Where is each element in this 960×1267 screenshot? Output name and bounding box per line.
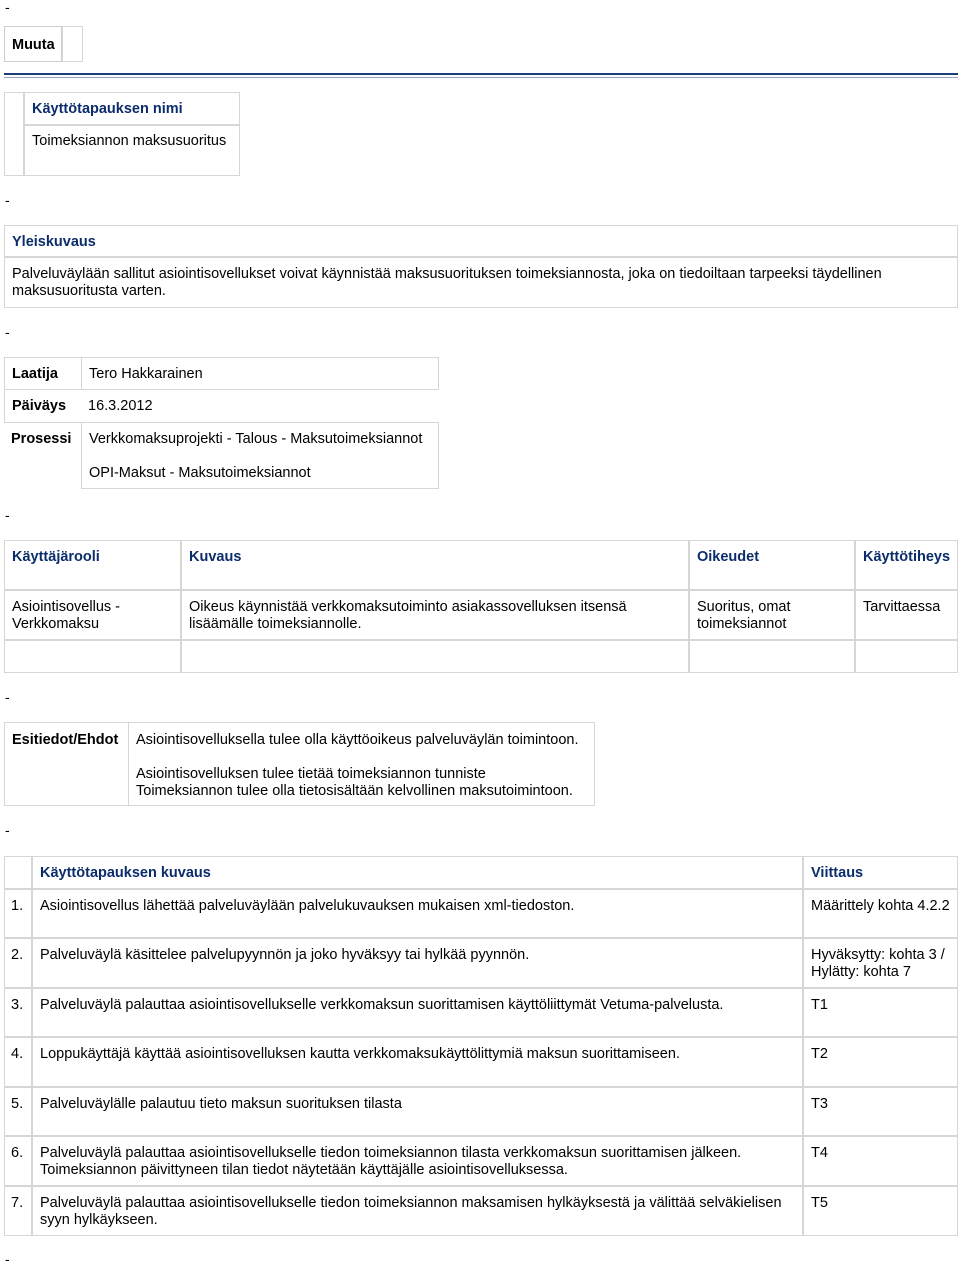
- roles-header-role: Käyttäjärooli: [4, 540, 181, 590]
- esitiedot-line-3: Toimeksiannon tulee olla tietosisältään kelvollinen maksutoimintoon.: [136, 783, 573, 799]
- step-number: 5.: [4, 1087, 32, 1136]
- step-reference: T3: [803, 1087, 958, 1136]
- usecase-name-value: Toimeksiannon maksusuoritus: [24, 125, 240, 176]
- step-description: Palveluväylä palauttaa asiointisovellukselle verkkomaksun suorittamisen käyttöliittymät Vetuma-palvelusta.: [32, 988, 803, 1037]
- separator-dash: -: [5, 324, 10, 340]
- separator-dash: -: [5, 822, 10, 838]
- role-rights: Suoritus, omat toimeksiannot: [689, 590, 855, 640]
- step-description: Palveluväylä palauttaa asiointisovellukselle tiedon toimeksiannon tilasta verkkomaksun suorittamisen jälkeen. Toimeksiannon päivittyneen tilan tiedot näytetään käyttäjälle asiointisovelluksessa.: [32, 1136, 803, 1186]
- roles-empty-cell: [689, 640, 855, 673]
- separator-dash: -: [5, 1251, 10, 1267]
- step-description: Palveluväylä käsittelee palvelupyynnön ja joko hyväksyy tai hylkää pyynnön.: [32, 938, 803, 988]
- step-reference: T2: [803, 1037, 958, 1087]
- prosessi-line-1: Verkkomaksuprojekti - Talous - Maksutoimeksiannot: [89, 431, 423, 447]
- separator-dash: -: [5, 689, 10, 705]
- step-reference: T5: [803, 1186, 958, 1236]
- muuta-empty-cell: [62, 26, 83, 62]
- esitiedot-line-1: Asiointisovelluksella tulee olla käyttöoikeus palveluväylän toimintoon.: [136, 732, 579, 748]
- step-description: Asiointisovellus lähettää palveluväylään palvelukuvauksen mukaisen xml-tiedoston.: [32, 889, 803, 938]
- muuta-tab[interactable]: [4, 26, 62, 62]
- step-number: 4.: [4, 1037, 32, 1087]
- steps-header-ref: Viittaus: [803, 856, 958, 889]
- esitiedot-line-2: Asiointisovelluksen tulee tietää toimeksiannon tunniste: [136, 766, 486, 782]
- prosessi-label: Prosessi: [11, 431, 72, 447]
- separator-dash: -: [5, 507, 10, 523]
- step-description: Loppukäyttäjä käyttää asiointisovelluksen kautta verkkomaksukäyttölittymiä maksun suorittamiseen.: [32, 1037, 803, 1087]
- step-reference: T4: [803, 1136, 958, 1186]
- roles-empty-cell: [181, 640, 689, 673]
- roles-header-desc: Kuvaus: [181, 540, 689, 590]
- step-reference: Määrittely kohta 4.2.2: [803, 889, 958, 938]
- prosessi-value: [81, 423, 439, 489]
- step-number: 6.: [4, 1136, 32, 1186]
- role-desc: Oikeus käynnistää verkkomaksutoiminto asiakassovelluksen itsensä lisäämälle toimeksiannolle.: [181, 590, 689, 640]
- paivays-label: Päiväys: [4, 390, 81, 423]
- yleiskuvaus-header: Yleiskuvaus: [4, 225, 958, 257]
- muuta-label: Muuta: [12, 37, 55, 53]
- laatija-label: Laatija: [4, 357, 81, 390]
- usecase-name-left-gutter: [4, 92, 24, 176]
- step-reference: T1: [803, 988, 958, 1037]
- steps-header-desc: Käyttötapauksen kuvaus: [32, 856, 803, 889]
- laatija-value: Tero Hakkarainen: [81, 357, 439, 390]
- step-reference: Hyväksytty: kohta 3 / Hylätty: kohta 7: [803, 938, 958, 988]
- roles-header-rights: Oikeudet: [689, 540, 855, 590]
- separator-dash: -: [5, 192, 10, 208]
- header-rule: [4, 73, 958, 75]
- roles-empty-cell: [855, 640, 958, 673]
- header-rule-thin: [4, 77, 958, 78]
- role-freq: Tarvittaessa: [855, 590, 958, 640]
- step-number: 7.: [4, 1186, 32, 1236]
- step-description: Palveluväylä palauttaa asiointisovellukselle tiedon toimeksiannon maksamisen hylkäyksestä ja välittää selväkielisen syyn hylkäykseen.: [32, 1186, 803, 1236]
- steps-header-num: [4, 856, 32, 889]
- role-name: Asiointisovellus - Verkkomaksu: [4, 590, 181, 640]
- esitiedot-label: Esitiedot/Ehdot: [4, 722, 128, 806]
- roles-header-freq: Käyttötiheys: [855, 540, 958, 590]
- yleiskuvaus-text: Palveluväylään sallitut asiointisovellukset voivat käynnistää maksusuorituksen toimeksiannosta, joka on tiedoiltaan tarpeeksi täydellinen maksusuoritusta varten.: [4, 257, 958, 308]
- usecase-name-header: Käyttötapauksen nimi: [24, 92, 240, 125]
- prosessi-line-2: OPI-Maksut - Maksutoimeksiannot: [89, 465, 311, 481]
- step-number: 3.: [4, 988, 32, 1037]
- separator-dash: -: [5, 0, 10, 15]
- step-number: 1.: [4, 889, 32, 938]
- esitiedot-value: [128, 722, 595, 806]
- roles-empty-cell: [4, 640, 181, 673]
- step-number: 2.: [4, 938, 32, 988]
- step-description: Palveluväylälle palautuu tieto maksun suorituksen tilasta: [32, 1087, 803, 1136]
- paivays-value: 16.3.2012: [81, 390, 439, 423]
